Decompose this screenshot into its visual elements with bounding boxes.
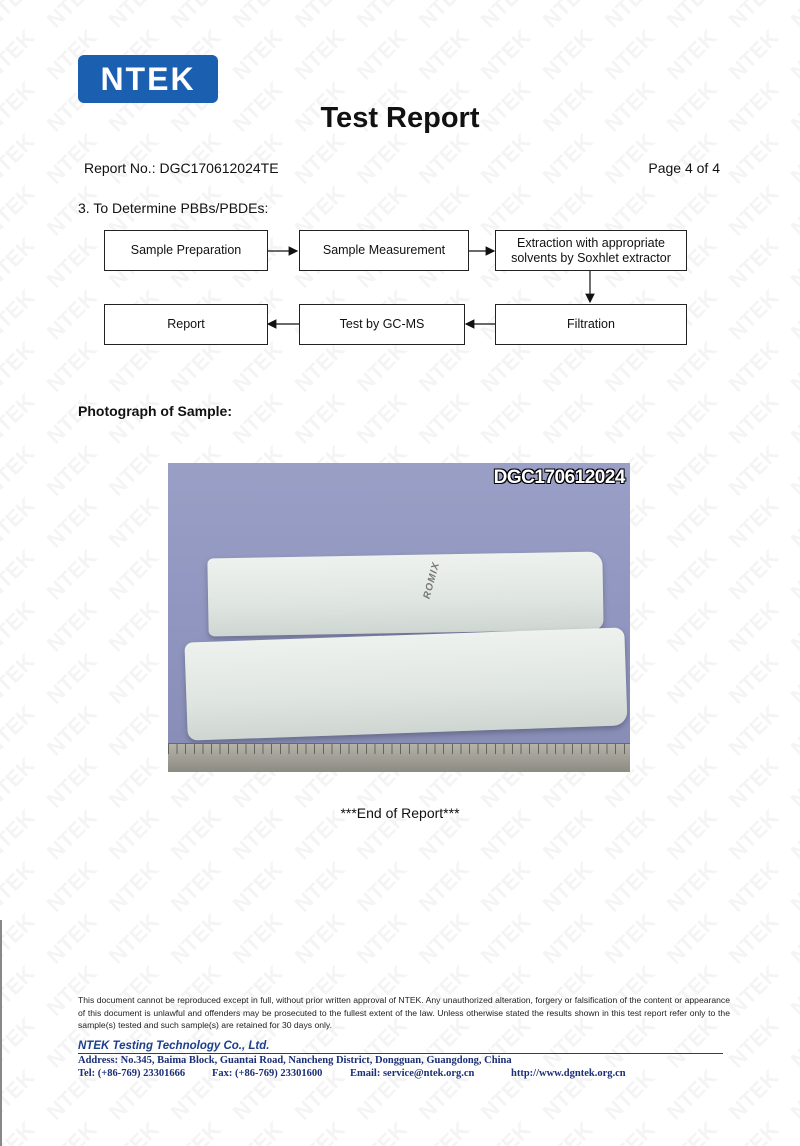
watermark-text bbox=[104, 493, 165, 554]
watermark-text bbox=[662, 909, 723, 970]
watermark-text bbox=[0, 1065, 40, 1126]
page-title: Test Report bbox=[320, 102, 480, 134]
watermark-text bbox=[786, 961, 800, 1022]
watermark-text bbox=[476, 389, 537, 450]
measuring-ruler bbox=[168, 743, 630, 772]
watermark-text bbox=[724, 493, 785, 554]
watermark-text bbox=[104, 441, 165, 502]
watermark-text bbox=[600, 909, 661, 970]
watermark-text bbox=[600, 389, 661, 450]
watermark-text bbox=[662, 701, 723, 762]
watermark-text bbox=[42, 701, 103, 762]
sample-sleeve-top bbox=[207, 552, 603, 637]
watermark-text bbox=[662, 389, 723, 450]
watermark-text bbox=[166, 857, 227, 918]
flow-box-sample-measurement: Sample Measurement bbox=[299, 230, 469, 271]
watermark-text bbox=[724, 441, 785, 502]
section-heading: 3. To Determine PBBs/PBDEs: bbox=[78, 200, 269, 216]
watermark-text bbox=[786, 649, 800, 710]
flow-box-filtration: Filtration bbox=[495, 304, 687, 345]
watermark-text bbox=[290, 1117, 351, 1146]
watermark-text bbox=[104, 909, 165, 970]
watermark-text bbox=[724, 1013, 785, 1074]
watermark-text bbox=[600, 857, 661, 918]
watermark-text bbox=[724, 701, 785, 762]
company-name: NTEK Testing Technology Co., Ltd. bbox=[78, 1040, 270, 1052]
watermark-text bbox=[0, 389, 40, 450]
margin-line bbox=[0, 920, 2, 1146]
footer-divider bbox=[78, 1053, 723, 1054]
watermark-text bbox=[166, 389, 227, 450]
watermark-text bbox=[104, 389, 165, 450]
watermark-text bbox=[290, 857, 351, 918]
watermark-text bbox=[0, 649, 40, 710]
ruler-ticks bbox=[168, 744, 630, 754]
watermark-text bbox=[414, 909, 475, 970]
company-address: Address: No.345, Baima Block, Guantai Road, Nancheng District, Dongguan, Guangdong, China bbox=[78, 1055, 512, 1066]
watermark-text bbox=[0, 961, 40, 1022]
watermark-text bbox=[786, 1117, 800, 1146]
watermark-text bbox=[724, 857, 785, 918]
watermark-text bbox=[104, 857, 165, 918]
watermark-text bbox=[0, 493, 40, 554]
watermark-text bbox=[42, 857, 103, 918]
watermark-text bbox=[228, 909, 289, 970]
company-fax: Fax: (+86-769) 23301600 bbox=[212, 1068, 323, 1079]
watermark-text bbox=[538, 909, 599, 970]
flow-box-sample-preparation: Sample Preparation bbox=[104, 230, 268, 271]
watermark-text bbox=[228, 857, 289, 918]
watermark-text bbox=[0, 857, 40, 918]
watermark-text bbox=[786, 389, 800, 450]
company-email[interactable]: Email: service@ntek.org.cn bbox=[350, 1068, 475, 1079]
sample-sleeve-bottom bbox=[184, 627, 627, 740]
watermark-text bbox=[786, 909, 800, 970]
company-website[interactable]: http://www.dgntek.org.cn bbox=[511, 1068, 626, 1079]
watermark-text bbox=[538, 389, 599, 450]
watermark-text bbox=[42, 597, 103, 658]
watermark-text bbox=[104, 597, 165, 658]
watermark-text bbox=[662, 545, 723, 606]
watermark-text bbox=[290, 909, 351, 970]
watermark-text bbox=[0, 701, 40, 762]
watermark-text bbox=[600, 1117, 661, 1146]
watermark-text bbox=[0, 1013, 40, 1074]
company-tel: Tel: (+86-769) 23301666 bbox=[78, 1068, 186, 1079]
flow-box-test-gcms: Test by GC-MS bbox=[299, 304, 465, 345]
watermark-text bbox=[724, 1117, 785, 1146]
watermark-text bbox=[42, 389, 103, 450]
flow-box-extraction: Extraction with appropriate solvents by Soxhlet extractor bbox=[495, 230, 687, 271]
watermark-text bbox=[724, 649, 785, 710]
watermark-text bbox=[786, 493, 800, 554]
page-number: Page 4 of 4 bbox=[648, 160, 720, 176]
watermark-text bbox=[662, 597, 723, 658]
watermark-text bbox=[786, 1013, 800, 1074]
watermark-text bbox=[786, 857, 800, 918]
watermark-text bbox=[104, 545, 165, 606]
watermark-text bbox=[662, 441, 723, 502]
watermark-text bbox=[724, 1065, 785, 1126]
watermark-text bbox=[538, 1117, 599, 1146]
watermark-text bbox=[786, 545, 800, 606]
watermark-text bbox=[228, 1117, 289, 1146]
watermark-text bbox=[104, 1117, 165, 1146]
flow-box-report: Report bbox=[104, 304, 268, 345]
sample-photograph bbox=[168, 463, 630, 772]
sample-id-label: DGC170612024 bbox=[493, 467, 625, 488]
watermark-text bbox=[42, 649, 103, 710]
watermark-text bbox=[476, 857, 537, 918]
photo-heading: Photograph of Sample: bbox=[78, 403, 232, 419]
watermark-text bbox=[414, 389, 475, 450]
watermark-text bbox=[724, 545, 785, 606]
watermark-text bbox=[0, 909, 40, 970]
sleeve-brand-print: ROMIX bbox=[421, 560, 443, 601]
watermark-text bbox=[42, 545, 103, 606]
watermark-text bbox=[42, 493, 103, 554]
watermark-text bbox=[0, 545, 40, 606]
watermark-text bbox=[352, 389, 413, 450]
watermark-text bbox=[662, 649, 723, 710]
report-number: Report No.: DGC170612024TE bbox=[84, 160, 279, 176]
watermark-text bbox=[104, 649, 165, 710]
watermark-text bbox=[290, 389, 351, 450]
watermark-text bbox=[662, 1065, 723, 1126]
watermark-text bbox=[476, 909, 537, 970]
watermark-text bbox=[786, 597, 800, 658]
watermark-text bbox=[352, 909, 413, 970]
watermark-text bbox=[786, 441, 800, 502]
watermark-text bbox=[724, 597, 785, 658]
end-of-report: ***End of Report*** bbox=[340, 805, 460, 821]
watermark-text bbox=[352, 857, 413, 918]
watermark-text bbox=[724, 389, 785, 450]
watermark-text bbox=[476, 1117, 537, 1146]
watermark-text bbox=[0, 1117, 40, 1146]
watermark-text bbox=[414, 1117, 475, 1146]
watermark-text bbox=[228, 389, 289, 450]
watermark-text bbox=[662, 1117, 723, 1146]
watermark-text bbox=[104, 701, 165, 762]
watermark-text bbox=[724, 961, 785, 1022]
watermark-text bbox=[786, 701, 800, 762]
watermark-text bbox=[662, 493, 723, 554]
watermark-text bbox=[166, 909, 227, 970]
watermark-text bbox=[786, 1065, 800, 1126]
watermark-text bbox=[0, 597, 40, 658]
watermark-text bbox=[662, 857, 723, 918]
watermark-text bbox=[352, 1117, 413, 1146]
legal-disclaimer: This document cannot be reproduced except in full, without prior written approval of NTEK. Any unauthorized alteration, forgery or falsification of the content or appearance of this document is unlawful and offenders may be prosecuted to the fullest extent of the law. Unless otherwise stated the results shown in this test report refer only to the sample(s) tested and such sample(s) are retained for 30 days only. bbox=[78, 995, 730, 1030]
watermark-text bbox=[166, 1117, 227, 1146]
watermark-text bbox=[42, 441, 103, 502]
watermark-text bbox=[414, 857, 475, 918]
logo-text: NTEK bbox=[100, 60, 196, 97]
watermark-text bbox=[42, 909, 103, 970]
watermark-text bbox=[0, 441, 40, 502]
watermark-text bbox=[538, 857, 599, 918]
watermark-text bbox=[724, 909, 785, 970]
watermark-text bbox=[42, 1117, 103, 1146]
